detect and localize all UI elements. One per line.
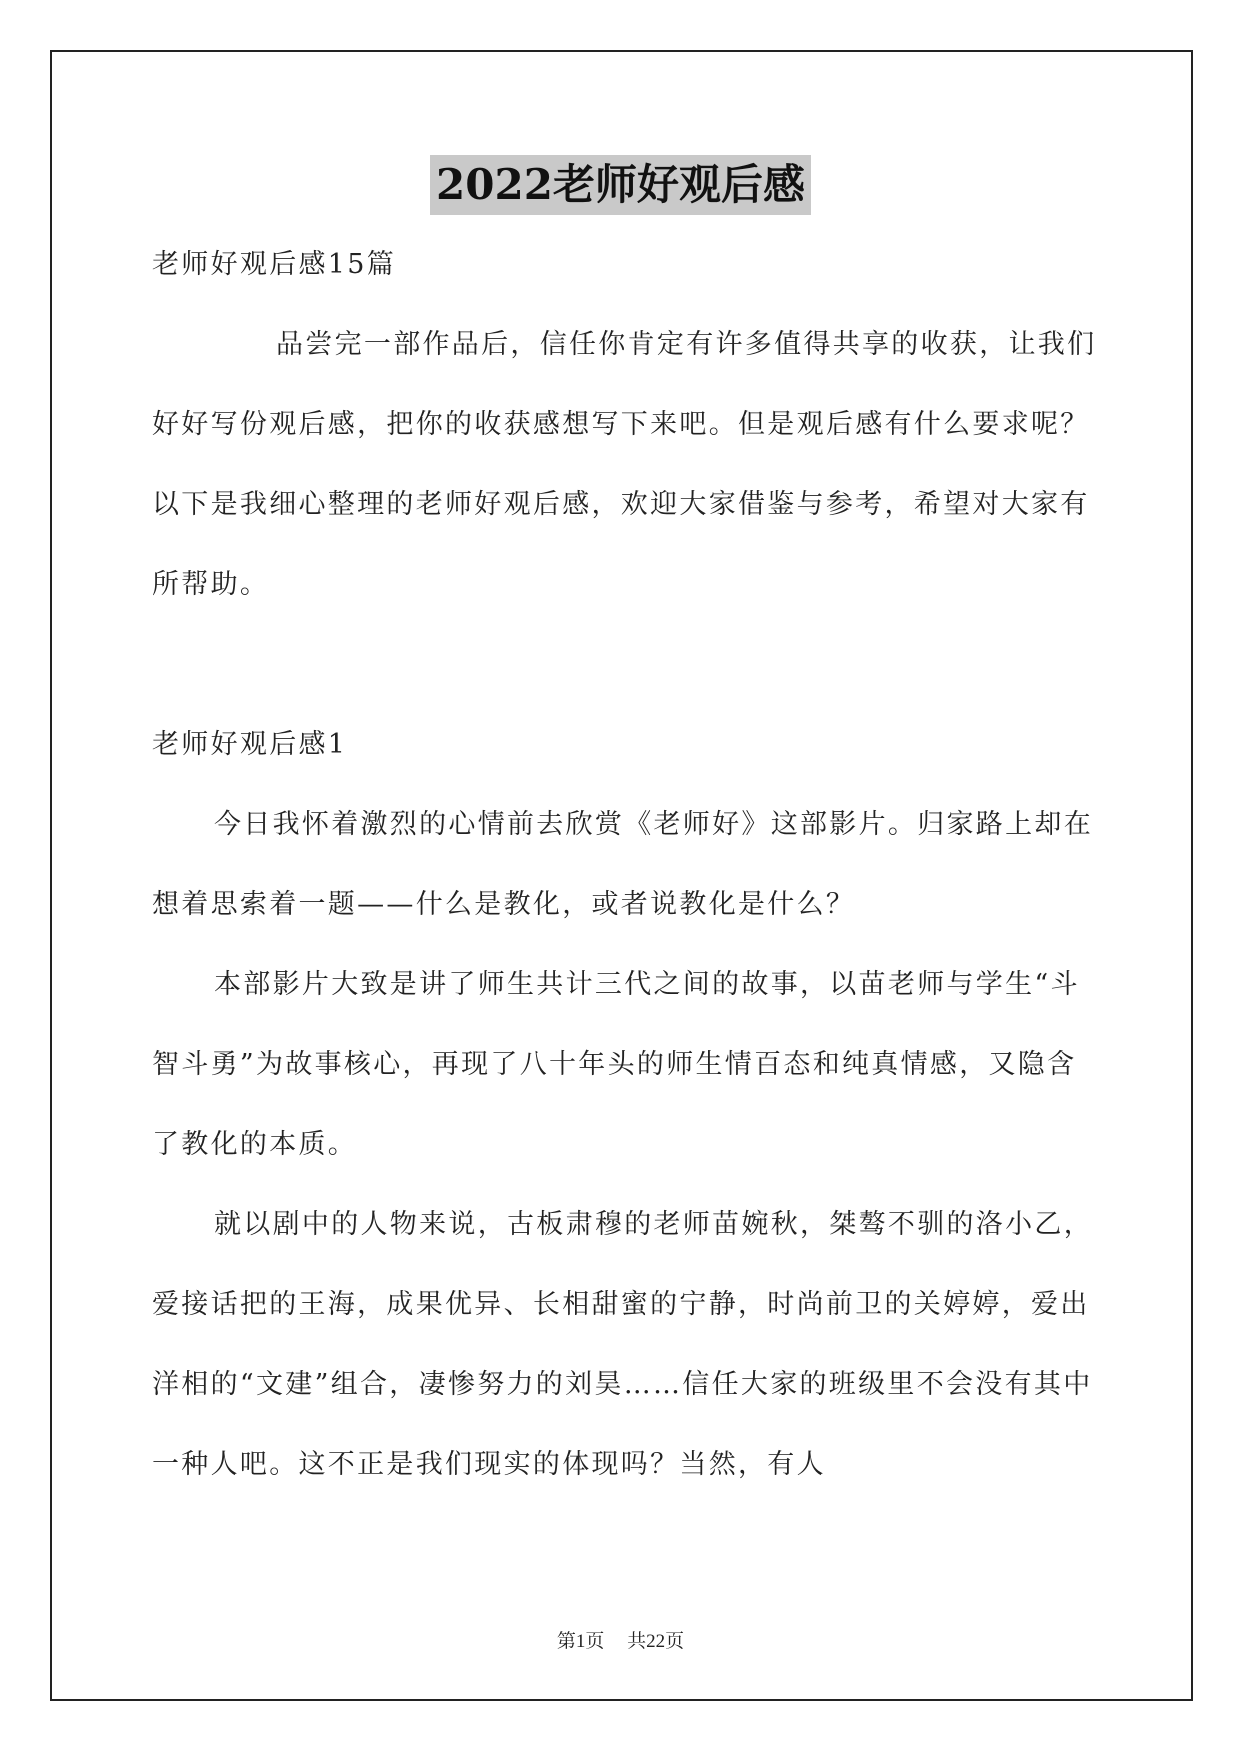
page-footer xyxy=(0,1626,1241,1653)
section-heading: 老师好观后感1 xyxy=(152,729,348,760)
document-body xyxy=(152,225,1102,1505)
subtitle: 老师好观后感15篇 xyxy=(152,249,397,280)
page-number: 第1页 xyxy=(556,1631,605,1652)
intro-paragraph: 品尝完一部作品后，信任你肯定有许多值得共享的收获，让我们好好写份观后感，把你的收获感想写下来吧。但是观后感有什么要求呢？以下是我细心整理的老师好观后感，欢迎大家借鉴与参考，希望对大家有所帮助。 xyxy=(152,329,1097,600)
paragraph: 今日我怀着激烈的心情前去欣赏《老师好》这部影片。归家路上却在想着思索着一题——什么是教化，或者说教化是什么？ xyxy=(152,809,1093,920)
document-title: 2022老师好观后感 xyxy=(430,155,811,215)
spacer xyxy=(152,625,1102,705)
title-container xyxy=(0,155,1241,215)
paragraph: 就以剧中的人物来说，古板肃穆的老师苗婉秋，桀骜不驯的洛小乙，爱接话把的王海，成果优异、长相甜蜜的宁静，时尚前卫的关婷婷，爱出洋相的“文建”组合，凄惨努力的刘昊……信任大家的班级里不会没有其中一种人吧。这不正是我们现实的体现吗？当然，有人 xyxy=(152,1209,1093,1480)
page-total: 共22页 xyxy=(627,1631,685,1652)
paragraph: 本部影片大致是讲了师生共计三代之间的故事，以苗老师与学生“斗智斗勇”为故事核心，再现了八十年头的师生情百态和纯真情感，又隐含了教化的本质。 xyxy=(152,969,1080,1160)
